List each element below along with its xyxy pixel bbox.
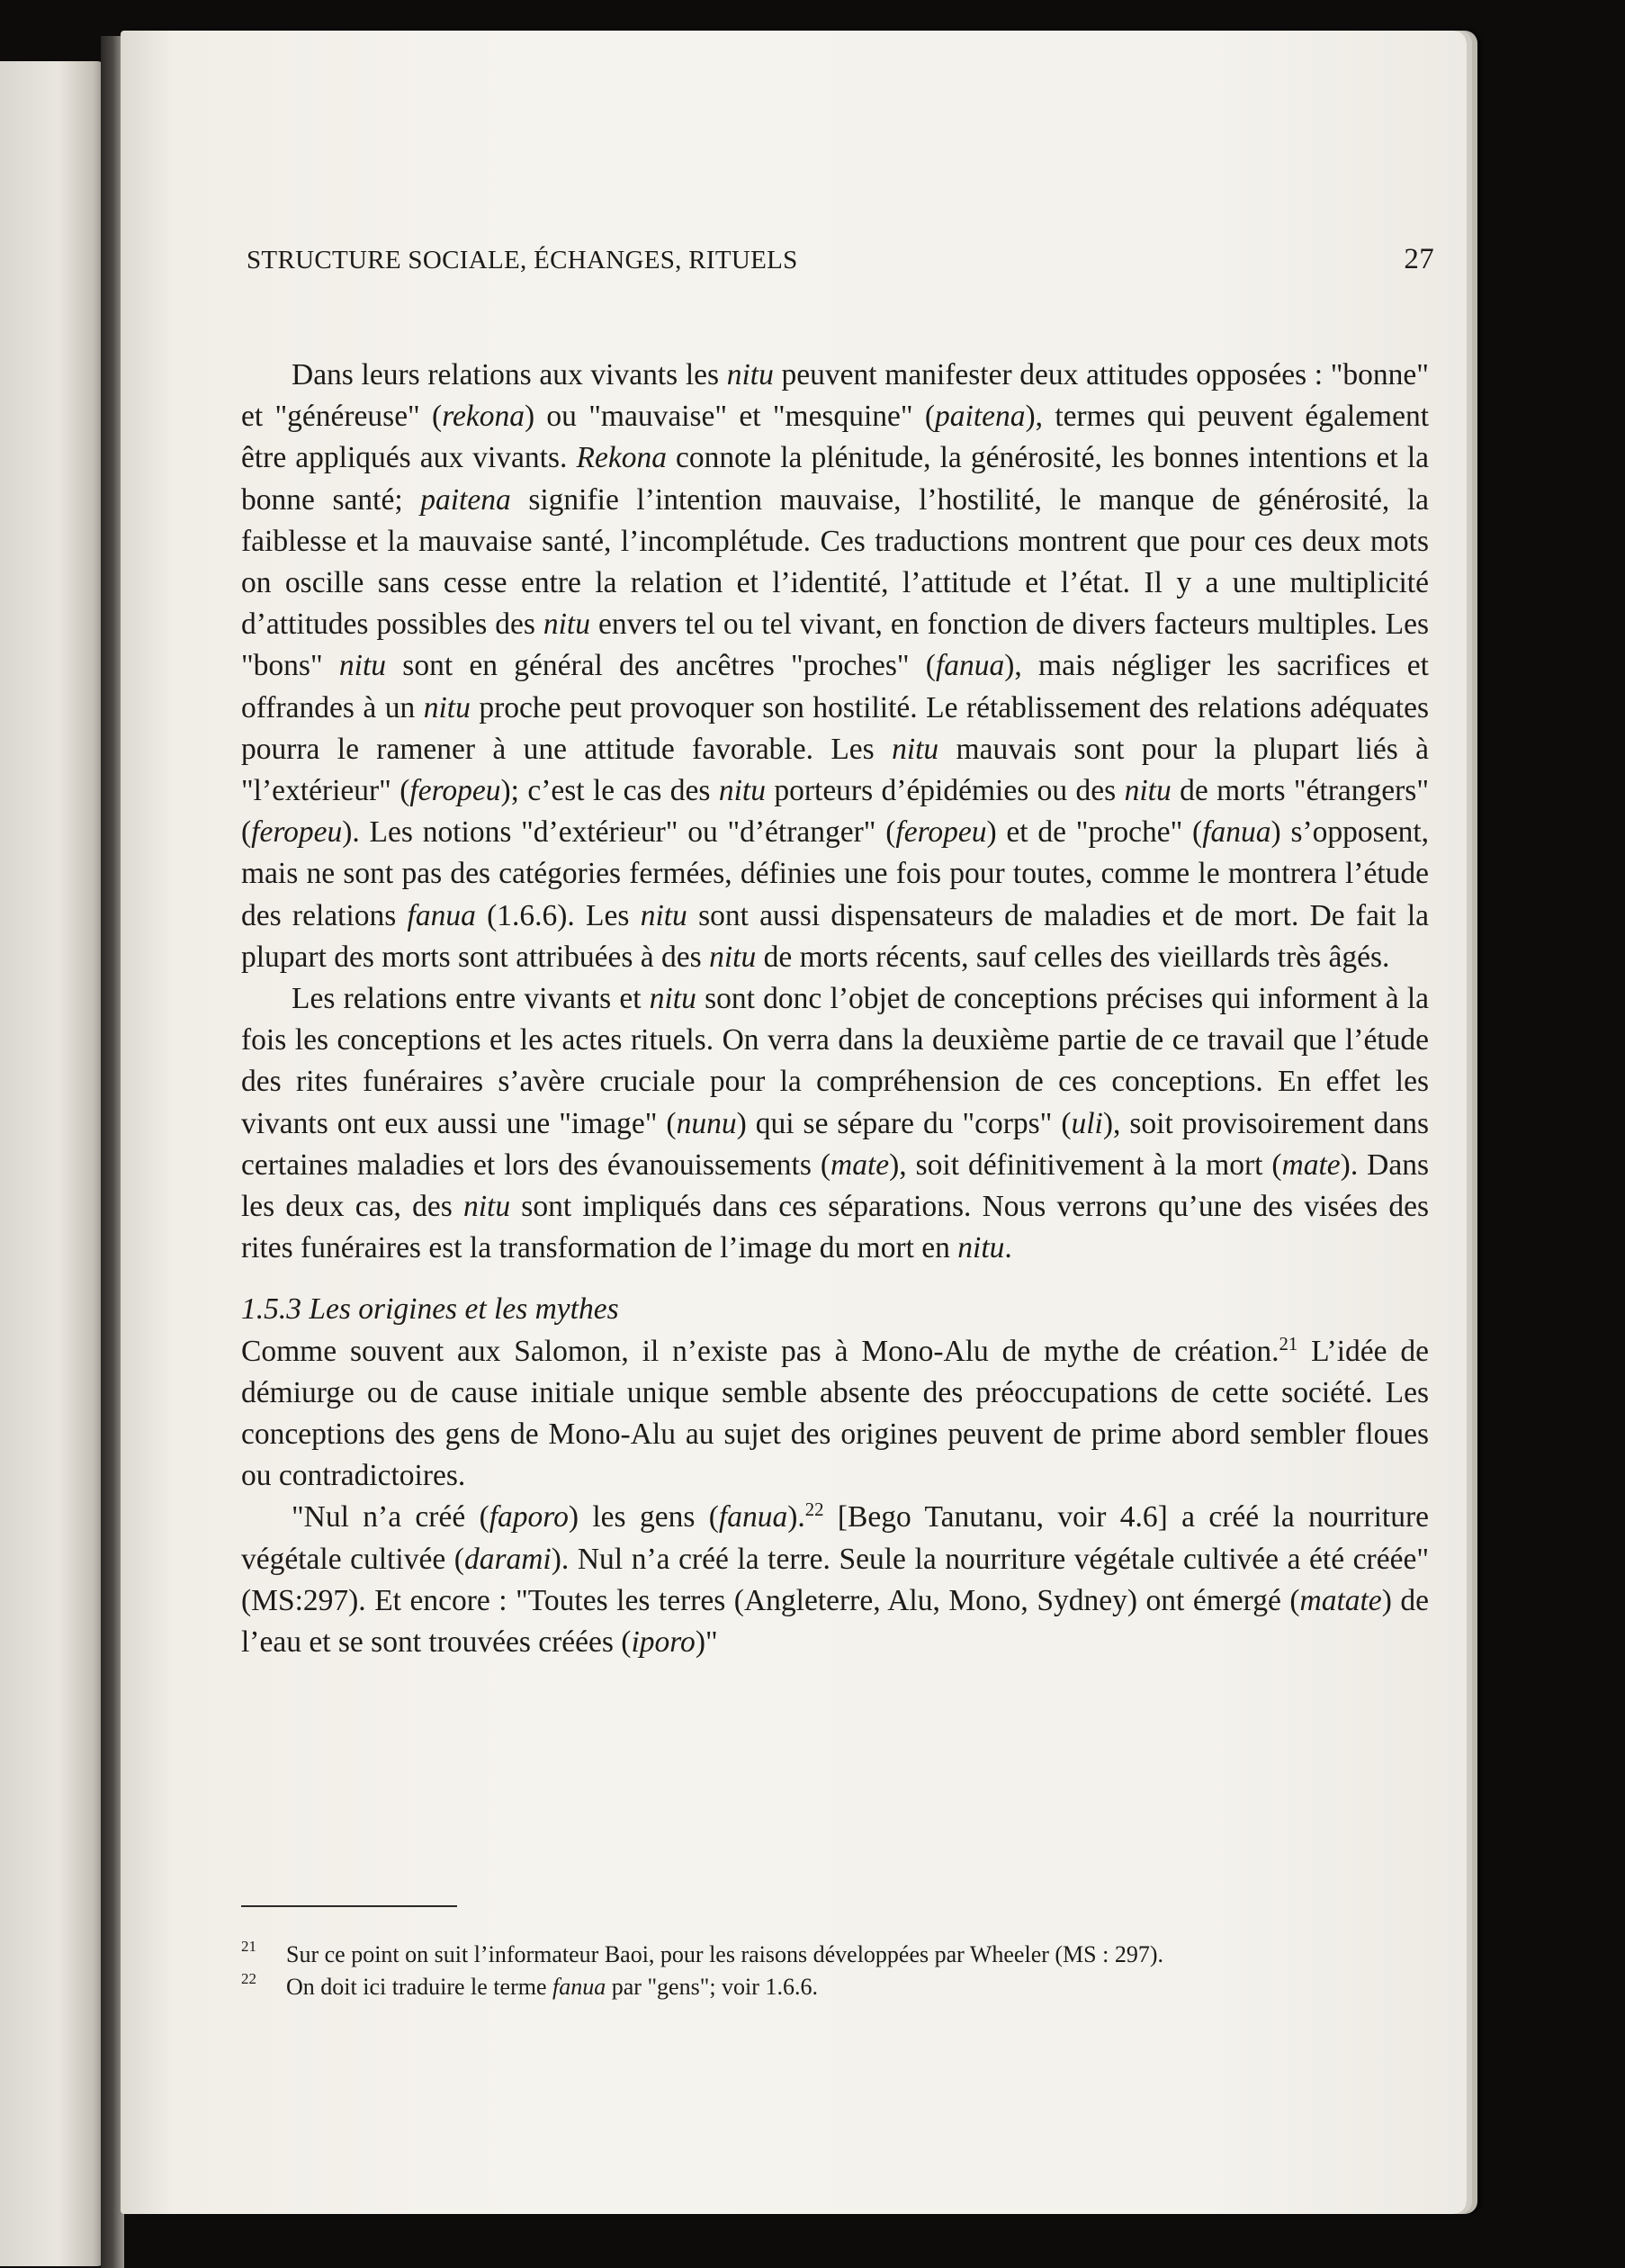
text-run: ). Nul n’a créé la terre. Seule la nourriture végétale cultivée a été créée" (MS:297). Et encore : "Toutes les terres (Angleterre, Alu, Mono, Sydney) ont émergé ( (241, 1542, 1429, 1617)
section-heading: 1.5.3 Les origines et les mythes (241, 1292, 619, 1327)
text-run: (1.6.6). Les (475, 898, 641, 932)
italic-term: paitena (420, 482, 511, 517)
intro-paragraphs (241, 355, 1429, 1269)
page-number: 27 (1404, 243, 1434, 275)
text-run: On doit ici traduire le terme (286, 1974, 553, 2000)
italic-term: feropeu (895, 815, 987, 850)
italic-term: fanua (407, 898, 476, 932)
text-run: ) qui se sépare du "corps" ( (736, 1106, 1072, 1140)
text-run: ) s’opposent, mais ne sont pas des catégories fermées, définies une fois pour toutes, comme le montrera l’étude des relations (241, 815, 1429, 932)
footnote (241, 1939, 1429, 1971)
text-run: envers tel ou tel vivant, en fonction de divers facteurs multiples. Les "bons" (241, 608, 1430, 683)
footnote-text (286, 1971, 818, 2003)
text-run: )" (695, 1625, 718, 1660)
italic-term: nitu (957, 1231, 1005, 1265)
text-run: ) ou "mauvaise" et "mesquine" ( (524, 400, 936, 434)
text-run: connote la plénitude, la générosité, les bonnes intentions et la bonne santé; (241, 441, 1429, 517)
text-run: ), soit provisoirement dans certaines maladies et lors des évanouissements ( (241, 1106, 1429, 1182)
running-title: STRUCTURE SOCIALE, ÉCHANGES, RITUELS (247, 246, 798, 274)
italic-term: feropeu (251, 815, 343, 850)
text-run: ), mais négliger les sacrifices et offrandes à un (241, 649, 1429, 724)
text-run: sont donc l’objet de conceptions précises qui informent à la fois les conceptions et les actes rituels. On verra dans la deuxième partie de ce travail que l’étude des rites funéraires s’avère cruciale pour la compréhension de ces conceptions. En effet les vivants ont eux aussi une "image" ( (241, 982, 1430, 1140)
italic-term: nitu (543, 608, 590, 642)
text-run: Sur ce point on suit l’informateur Baoi, pour les raisons développées par Wheeler (MS : 297). (286, 1941, 1164, 1967)
italic-term: Rekona (576, 441, 667, 475)
text-run: sont aussi dispensateurs de maladies et de mort. De fait la plupart des morts sont attribuées à des (241, 898, 1429, 974)
paragraph (241, 978, 1429, 1269)
footnote-text (286, 1939, 1163, 1971)
text-run: [Bego Tanutanu, voir 4.6] a créé la nourriture végétale cultivée ( (241, 1500, 1430, 1576)
paragraph (241, 355, 1429, 978)
italic-term: nitu (1124, 774, 1172, 808)
text-run: de morts récents, sauf celles des vieillards très âgés. (756, 940, 1390, 974)
footnote-rule (241, 1905, 457, 1907)
italic-term: nitu (338, 649, 387, 683)
italic-term: fanua (552, 1974, 606, 2000)
italic-term: mate (1281, 1148, 1341, 1182)
text-run: par "gens"; voir 1.6.6. (606, 1974, 818, 2000)
text-run: signifie l’intention mauvaise, l’hostilité, le manque de générosité, la faiblesse et la mauvaise santé, l’incomplétude. Ces traductions montrent que pour ces deux mots on oscille sans cesse entre la relation et l’identité, l’attitude et l’état. Il y a une multiplicité d’attitudes possibles des (241, 482, 1429, 642)
text-run: ). Les notions "d’extérieur" ou "d’étranger" ( (342, 815, 896, 850)
italic-term: mate (830, 1148, 890, 1182)
italic-term: rekona (442, 400, 525, 434)
section-paragraphs (241, 1331, 1429, 1664)
italic-term: nitu (423, 690, 471, 724)
paragraph (241, 1497, 1429, 1663)
text-run: L’idée de démiurge ou de cause initiale unique semble absente des préoccupations de cette société. Les conceptions des gens de Mono-Alu au sujet des origines peuvent de prime abord sembler floues ou contradictoires. (241, 1334, 1429, 1493)
text-run: ). Dans les deux cas, des (241, 1148, 1429, 1224)
text-run: mauvais sont pour la plupart liés à "l’extérieur" ( (241, 732, 1429, 808)
italic-term: matate (1299, 1583, 1382, 1617)
text-run: Dans leurs relations aux vivants les (292, 358, 727, 392)
italic-term: nitu (726, 358, 774, 392)
footnote-reference: 21 (1279, 1333, 1298, 1354)
italic-term: nitu (718, 774, 766, 808)
text-run: de morts "étrangers" ( (241, 774, 1429, 850)
italic-term: nitu (649, 982, 696, 1016)
italic-term: fanua (718, 1500, 788, 1534)
book-page (121, 31, 1467, 2214)
italic-term: iporo (631, 1625, 696, 1660)
text-run: peuvent manifester deux attitudes opposées : "bonne" et "généreuse" ( (241, 358, 1429, 434)
italic-term: nitu (462, 1190, 511, 1224)
text-run: ) et de "proche" ( (986, 815, 1203, 850)
footnote (241, 1971, 1429, 2003)
italic-term: nitu (709, 940, 757, 974)
text-run: ); c’est le cas des (500, 774, 719, 808)
text-run: sont en général des ancêtres "proches" ( (386, 649, 936, 683)
text-run: . (1004, 1231, 1012, 1265)
italic-term: nitu (640, 898, 687, 932)
italic-term: uli (1071, 1106, 1103, 1140)
facing-page-edge (0, 61, 106, 2266)
text-run: "Nul n’a créé ( (292, 1500, 489, 1534)
text-run: sont impliqués dans ces séparations. Nous verrons qu’une des visées des rites funéraires est la transformation de l’image du mort en (241, 1190, 1430, 1265)
italic-term: faporo (489, 1500, 569, 1534)
footnote-number: 22 (241, 1970, 256, 1987)
text-run: Les relations entre vivants et (292, 982, 650, 1016)
italic-term: fanua (1202, 815, 1271, 850)
italic-term: feropeu (409, 774, 501, 808)
text-run: ) les gens ( (568, 1500, 719, 1534)
running-header (247, 243, 1434, 286)
italic-term: nitu (892, 732, 939, 766)
italic-term: paitena (935, 400, 1026, 434)
text-run: ), termes qui peuvent également être appliqués aux vivants. (241, 400, 1430, 475)
text-run: ). (787, 1500, 805, 1534)
paragraph (241, 1331, 1429, 1498)
italic-term: darami (463, 1542, 552, 1576)
italic-term: fanua (935, 649, 1005, 683)
text-run: ) de l’eau et se sont trouvées créées ( (241, 1583, 1429, 1660)
footnote-number: 21 (241, 1938, 256, 1955)
text-run: Comme souvent aux Salomon, il n’existe pas à Mono-Alu de mythe de création. (241, 1334, 1279, 1368)
body-text (241, 355, 1429, 1663)
text-run: ), soit définitivement à la mort ( (889, 1148, 1282, 1182)
footnotes (241, 1939, 1429, 2003)
footnote-reference: 22 (804, 1499, 824, 1521)
text-run: porteurs d’épidémies ou des (765, 774, 1125, 808)
italic-term: nunu (676, 1106, 737, 1140)
text-run: proche peut provoquer son hostilité. Le rétablissement des relations adéquates pourra le ramener à une attitude favorable. Les (241, 690, 1429, 766)
